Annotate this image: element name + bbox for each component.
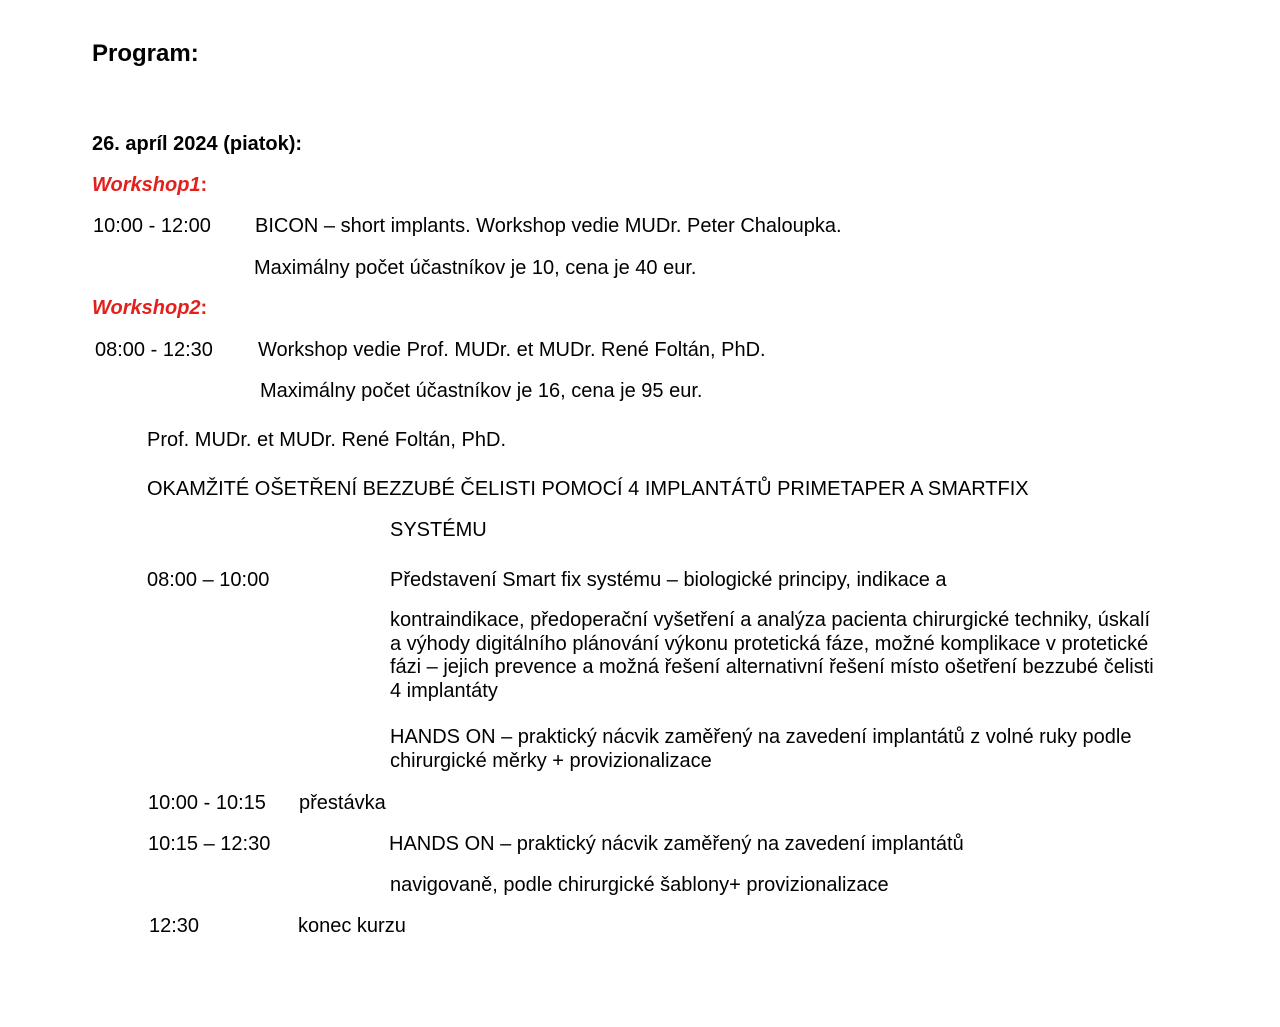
workshop2-time: 08:00 - 12:30	[95, 339, 213, 361]
program-title: Program:	[92, 40, 199, 67]
workshop1-label: Workshop1	[92, 174, 201, 196]
workshop2-description: Workshop vedie Prof. MUDr. et MUDr. René Foltán, PhD.	[258, 339, 766, 361]
lecturer-name: Prof. MUDr. et MUDr. René Foltán, PhD.	[147, 429, 506, 451]
schedule-paragraph-2: HANDS ON – praktický nácvik zaměřený na zavedení implantátů z volné ruky podle chirurgické měrky + provizionalizace	[390, 726, 1132, 772]
schedule-time-3: 10:15 – 12:30	[148, 833, 271, 855]
workshop1-colon: :	[200, 174, 208, 196]
schedule-time-2: 10:00 - 10:15	[148, 792, 266, 814]
course-title-line1: OKAMŽITÉ OŠETŘENÍ BEZZUBÉ ČELISTI POMOCÍ 4 IMPLANTÁTŮ PRIMETAPER A SMARTFIX	[147, 478, 1029, 500]
workshop1-time: 10:00 - 12:00	[93, 215, 211, 237]
date-heading: 26. apríl 2024 (piatok):	[92, 133, 303, 155]
workshop2-heading	[92, 296, 207, 320]
schedule-line-3a: HANDS ON – praktický nácvik zaměřený na zavedení implantátů	[389, 833, 964, 855]
schedule-time-4: 12:30	[149, 915, 200, 937]
workshop2-label: Workshop2	[92, 297, 201, 319]
schedule-break: přestávka	[299, 792, 386, 814]
workshop2-capacity: Maximálny počet účastníkov je 16, cena je 95 eur.	[260, 380, 703, 402]
schedule-time-1: 08:00 – 10:00	[147, 569, 270, 591]
workshop1-capacity: Maximálny počet účastníkov je 10, cena je 40 eur.	[254, 257, 697, 279]
schedule-line-3b: navigovaně, podle chirurgické šablony+ provizionalizace	[390, 874, 889, 896]
schedule-line-1: Představení Smart fix systému – biologické principy, indikace a	[390, 569, 947, 591]
course-title-line2: SYSTÉMU	[390, 519, 487, 541]
schedule-end: konec kurzu	[298, 915, 406, 937]
workshop2-colon: :	[200, 297, 208, 319]
schedule-paragraph-1: kontraindikace, předoperační vyšetření a analýza pacienta chirurgické techniky, úskalí a výhody digitálního plánování výkonu protetická fáze, možné komplikace v protetické fázi – jejich prevence a možná řešení alternativní řešení místo ošetření bezzubé čelisti 4 implantáty	[390, 609, 1154, 702]
workshop1-description: BICON – short implants. Workshop vedie MUDr. Peter Chaloupka.	[255, 215, 842, 237]
workshop1-heading	[92, 173, 207, 197]
